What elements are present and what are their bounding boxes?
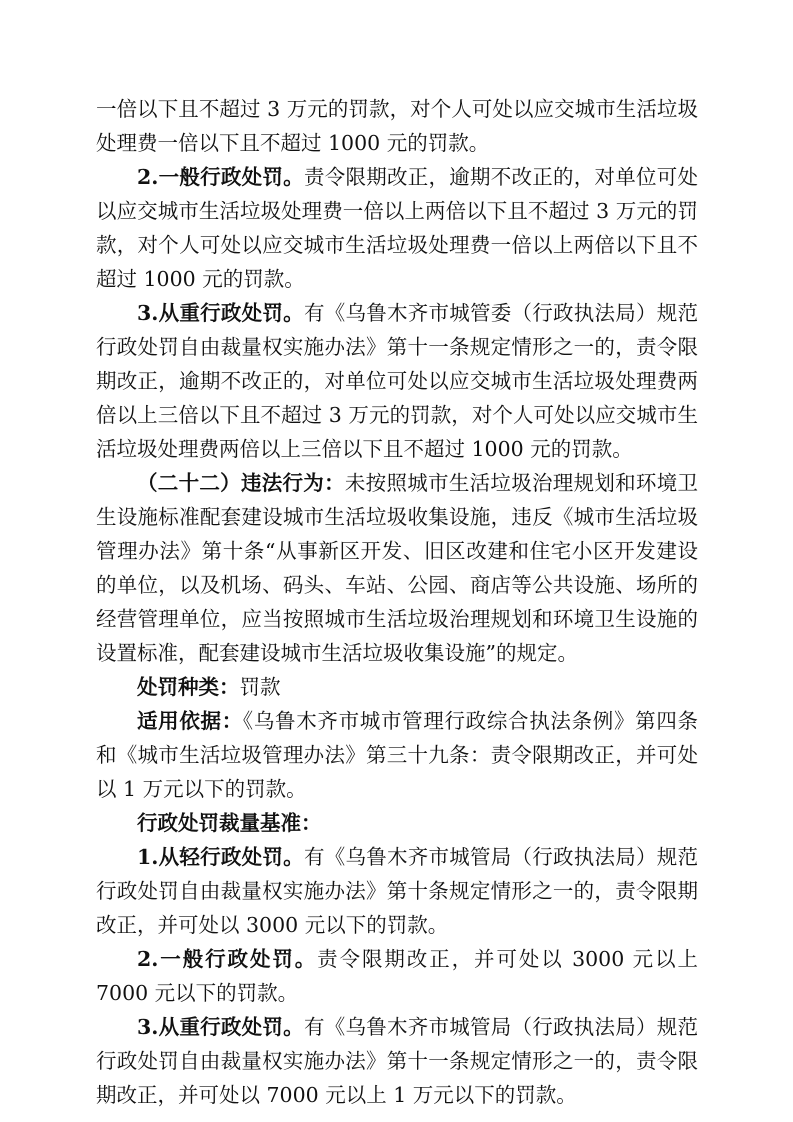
paragraph-text: 有《乌鲁木齐市城管委（行政执法局）规范行政处罚自由裁量权实施办法》第十一条规定情形之一的，责令限期改正，逾期不改正的，对单位可处以应交城市生活垃圾处理费两倍以上三倍以下且不超过 3 万元的罚款，对个人可处以应交城市生活垃圾处理费两倍以上三倍以下且不超过 1000 元的罚款。 bbox=[96, 301, 699, 461]
paragraph-text: 有《乌鲁木齐市城管局（行政执法局）规范行政处罚自由裁量权实施办法》第十一条规定情形之一的，责令限期改正，并可处以 7000 元以上 1 万元以下的罚款。 bbox=[96, 1015, 699, 1107]
paragraph-heading: 3.从重行政处罚。 bbox=[137, 1015, 304, 1039]
paragraph-text: 责令限期改正，逾期不改正的，对单位可处以应交城市生活垃圾处理费一倍以上两倍以下且不超过 3 万元的罚款，对个人可处以应交城市生活垃圾处理费一倍以上两倍以下且不超过 1000 元的罚款。 bbox=[96, 165, 699, 291]
paragraph-general-penalty bbox=[96, 160, 698, 296]
paragraph-heading: 行政处罚裁量基准： bbox=[137, 811, 322, 835]
paragraph-text: 未按照城市生活垃圾治理规划和环境卫生设施标准配套建设城市生活垃圾收集设施，违反《城市生活垃圾管理办法》第十条“从事新区开发、旧区改建和住宅小区开发建设的单位，以及机场、码头、车站、公园、商店等公共设施、场所的经营管理单位，应当按照城市生活垃圾治理规划和环境卫生设施的设置标准，配套建设城市生活垃圾收集设施”的规定。 bbox=[96, 471, 699, 665]
paragraph-discretion-standard bbox=[96, 806, 698, 840]
paragraph-heavy-penalty-2 bbox=[96, 1010, 698, 1112]
paragraph-heading: （二十二）违法行为： bbox=[137, 471, 345, 495]
document-page bbox=[96, 92, 698, 1112]
paragraph-continuation bbox=[96, 92, 698, 160]
paragraph-heading: 3.从重行政处罚。 bbox=[137, 301, 304, 325]
paragraph-heavy-penalty bbox=[96, 296, 698, 466]
paragraph-text: 一倍以下且不超过 3 万元的罚款，对个人可处以应交城市生活垃圾处理费一倍以下且不超过 1000 元的罚款。 bbox=[96, 97, 698, 155]
paragraph-penalty-type bbox=[96, 670, 698, 704]
paragraph-legal-basis bbox=[96, 704, 698, 806]
paragraph-general-penalty-2 bbox=[96, 942, 698, 1010]
paragraph-heading: 处罚种类： bbox=[137, 675, 240, 699]
paragraph-light-penalty bbox=[96, 840, 698, 942]
paragraph-text: 责令限期改正，并可处以 3000 元以上 7000 元以下的罚款。 bbox=[96, 947, 698, 1005]
paragraph-heading: 2.一般行政处罚。 bbox=[137, 947, 318, 971]
paragraph-heading: 适用依据： bbox=[137, 709, 243, 733]
paragraph-text: 罚款 bbox=[239, 675, 281, 699]
paragraph-heading: 1.从轻行政处罚。 bbox=[137, 845, 304, 869]
paragraph-violation-22 bbox=[96, 466, 698, 670]
paragraph-text: 《乌鲁木齐市城市管理行政综合执法条例》第四条和《城市生活垃圾管理办法》第三十九条：责令限期改正，并可处以 1 万元以下的罚款。 bbox=[96, 709, 699, 801]
paragraph-heading: 2.一般行政处罚。 bbox=[137, 165, 304, 189]
paragraph-text: 有《乌鲁木齐市城管局（行政执法局）规范行政处罚自由裁量权实施办法》第十条规定情形之一的，责令限期改正，并可处以 3000 元以下的罚款。 bbox=[96, 845, 699, 937]
